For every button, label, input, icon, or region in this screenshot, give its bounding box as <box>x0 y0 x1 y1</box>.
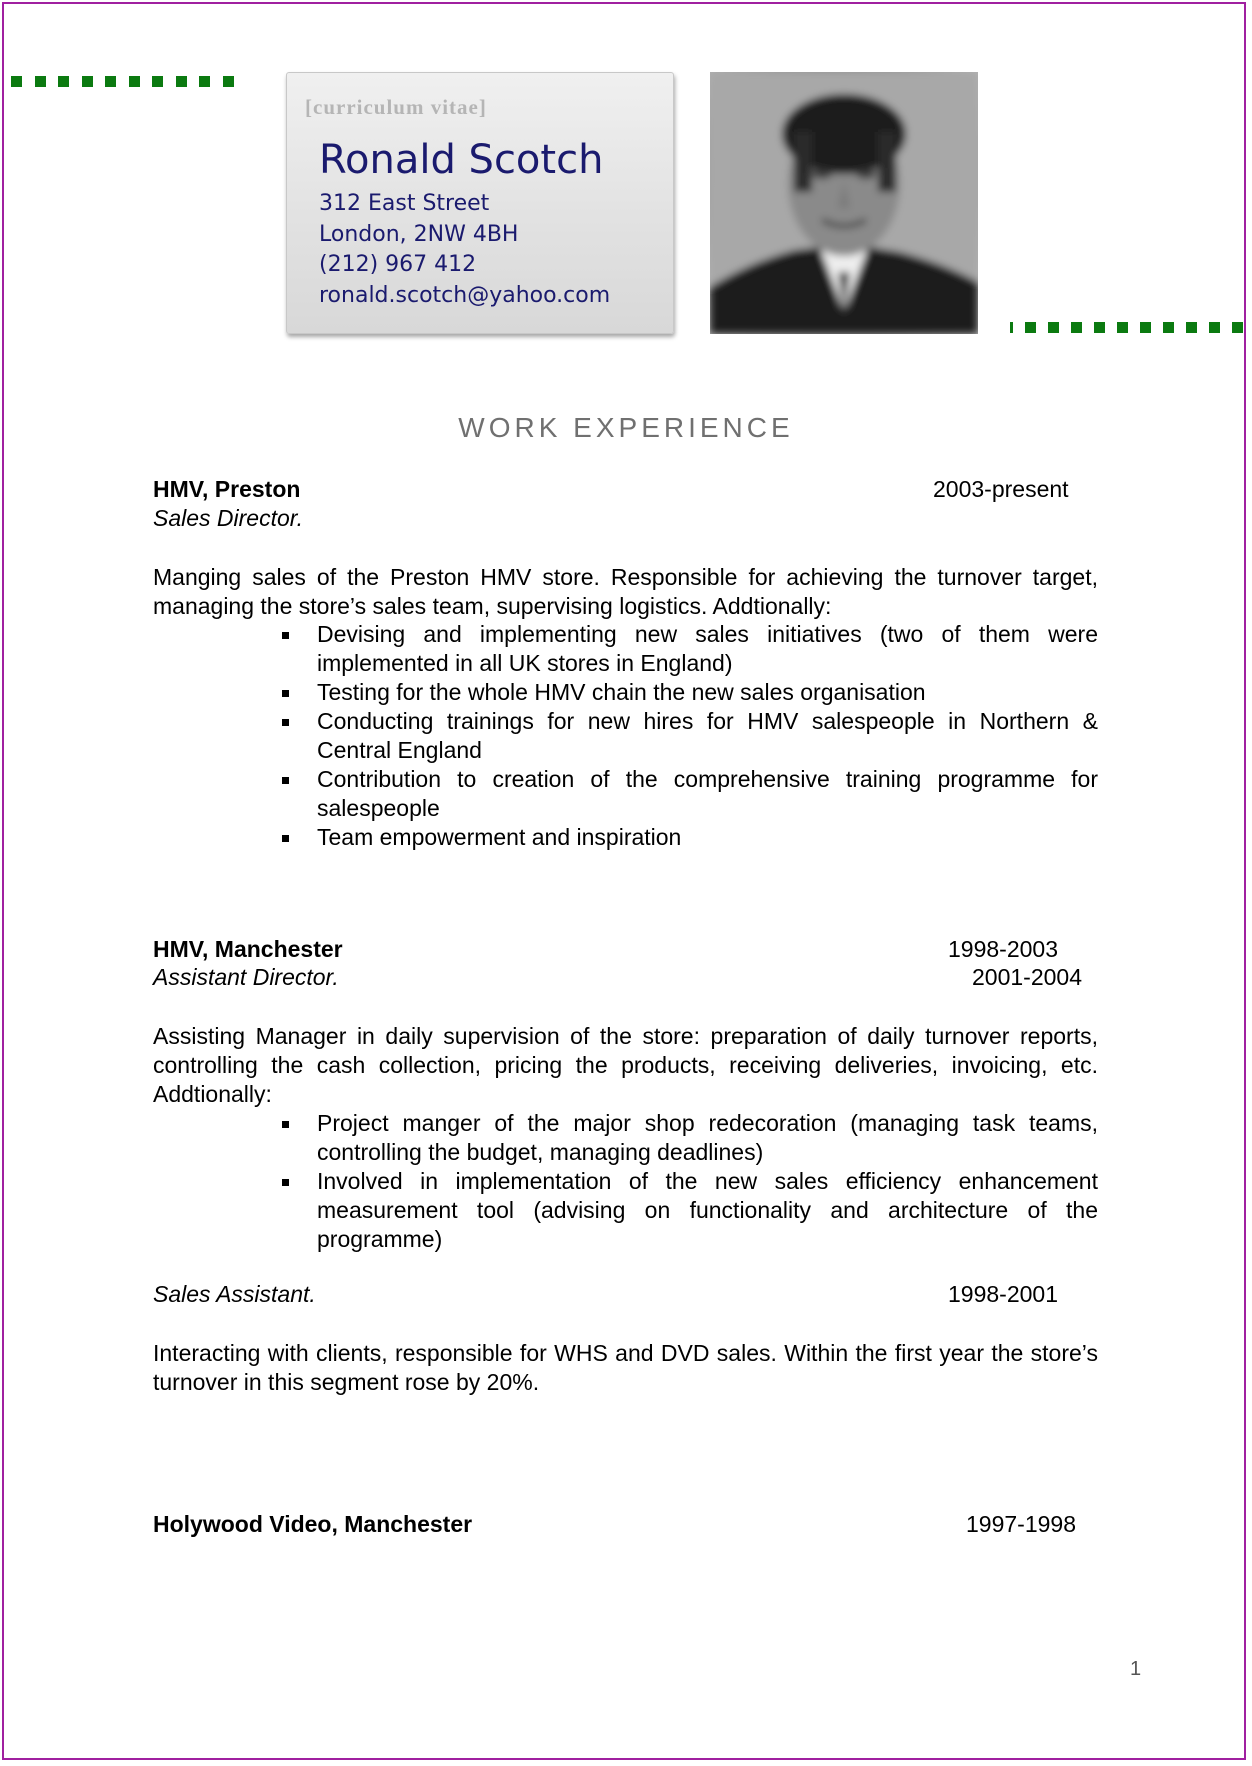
decorative-dots-left <box>11 76 234 87</box>
sub-role-description: Interacting with clients, responsible for WHS and DVD sales. Within the first year the store’s turnover in this segment rose by 20%. <box>153 1340 1098 1395</box>
job-employer: HMV, Manchester <box>153 936 343 962</box>
email-address: ronald.scotch@yahoo.com <box>319 282 611 308</box>
decorative-dots-right <box>1010 322 1252 333</box>
job-employer: HMV, Preston <box>153 476 301 502</box>
job-date: 1997-1998 <box>966 1511 1076 1537</box>
job-description: Manging sales of the Preston HMV store. Responsible for achieving the turnover target, managing the store’s sales team, supervising logistics. Addtionally: <box>153 564 1098 619</box>
phone-number: (212) 967 412 <box>319 252 477 277</box>
list-item: Team empowerment and inspiration <box>282 823 1098 852</box>
list-item: Testing for the whole HMV chain the new sales organisation <box>282 678 1098 707</box>
sub-role: Sales Assistant. <box>153 1281 316 1307</box>
list-item: Devising and implementing new sales initiatives (two of them were implemented in all UK stores in England) <box>282 620 1098 678</box>
contact-card <box>286 72 674 334</box>
candidate-name: Ronald Scotch <box>319 137 604 183</box>
list-item: Involved in implementation of the new sales efficiency enhancement measurement tool (advising on functionality and architecture of the programme) <box>282 1167 1098 1254</box>
page-number: 1 <box>1130 1658 1142 1680</box>
role-date: 2001-2004 <box>972 964 1082 990</box>
job-employer: Holywood Video, Manchester <box>153 1511 473 1537</box>
job-bullets <box>282 1109 1098 1254</box>
list-item: Contribution to creation of the comprehensive training programme for salespeople <box>282 765 1098 823</box>
section-title-work-experience: WORK EXPERIENCE <box>458 412 794 443</box>
job-bullets <box>282 620 1098 852</box>
list-item: Project manger of the major shop redecoration (managing task teams, controlling the budget, managing deadlines) <box>282 1109 1098 1167</box>
cv-tag: [curriculum vitae] <box>305 95 487 119</box>
profile-photo <box>710 72 978 334</box>
sub-role-date: 1998-2001 <box>948 1281 1058 1307</box>
contact-details <box>319 189 610 311</box>
job-date: 2003-present <box>933 476 1069 502</box>
job-date: 1998-2003 <box>948 936 1058 962</box>
job-description: Assisting Manager in daily supervision of the store: preparation of daily turnover reports, controlling the cash collection, pricing the products, receiving deliveries, invoicing, etc. Addtionally: <box>153 1023 1098 1107</box>
list-item: Conducting trainings for new hires for HMV salespeople in Northern & Central England <box>282 707 1098 765</box>
address-city: London, 2NW 4BH <box>319 221 519 247</box>
job-role: Assistant Director. <box>153 964 339 990</box>
job-role: Sales Director. <box>153 505 303 531</box>
address-street: 312 East Street <box>319 191 490 216</box>
